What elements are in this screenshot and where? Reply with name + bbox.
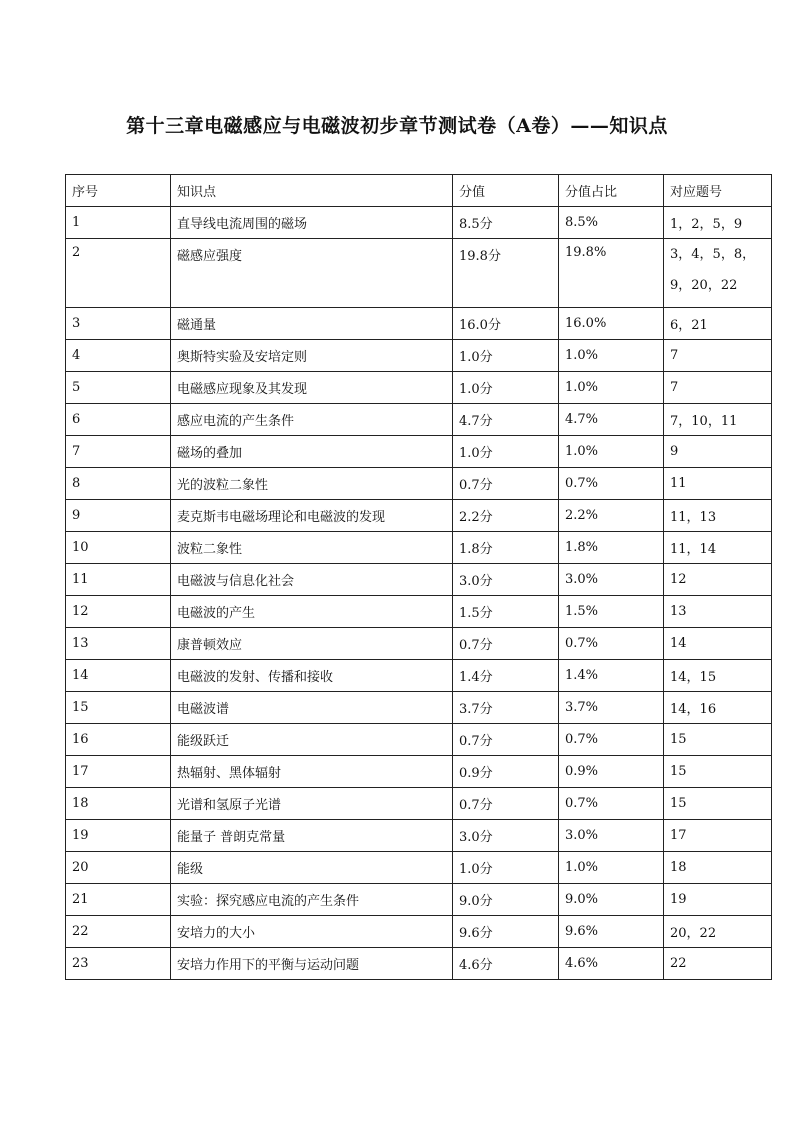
cell-ratio: 0.9% — [559, 756, 664, 788]
cell-score: 16.0分 — [453, 308, 559, 340]
header-questions: 对应题号 — [664, 175, 772, 207]
cell-score: 1.0分 — [453, 372, 559, 404]
cell-no: 8 — [66, 468, 171, 500]
cell-score: 1.0分 — [453, 340, 559, 372]
cell-questions: 7 — [664, 340, 772, 372]
table-row — [66, 948, 772, 980]
cell-ratio: 3.0% — [559, 820, 664, 852]
table-row — [66, 239, 772, 308]
cell-score: 1.0分 — [453, 852, 559, 884]
cell-ratio: 1.0% — [559, 340, 664, 372]
table-row — [66, 500, 772, 532]
cell-no: 23 — [66, 948, 171, 980]
cell-topic: 电磁波的发射、传播和接收 — [171, 660, 453, 692]
cell-score: 4.7分 — [453, 404, 559, 436]
cell-questions: 7 — [664, 372, 772, 404]
header-score: 分值 — [453, 175, 559, 207]
cell-ratio: 8.5% — [559, 207, 664, 239]
cell-ratio: 19.8% — [559, 239, 664, 308]
cell-score: 1.0分 — [453, 436, 559, 468]
cell-ratio: 3.0% — [559, 564, 664, 596]
cell-no: 20 — [66, 852, 171, 884]
cell-score: 9.0分 — [453, 884, 559, 916]
cell-no: 4 — [66, 340, 171, 372]
cell-ratio: 9.0% — [559, 884, 664, 916]
cell-no: 15 — [66, 692, 171, 724]
cell-topic: 能级跃迁 — [171, 724, 453, 756]
cell-score: 9.6分 — [453, 916, 559, 948]
cell-no: 17 — [66, 756, 171, 788]
cell-questions: 12 — [664, 564, 772, 596]
cell-questions: 20，22 — [664, 916, 772, 948]
cell-topic: 电磁感应现象及其发现 — [171, 372, 453, 404]
cell-no: 13 — [66, 628, 171, 660]
cell-ratio: 1.0% — [559, 852, 664, 884]
cell-ratio: 1.5% — [559, 596, 664, 628]
table-row — [66, 532, 772, 564]
cell-no: 3 — [66, 308, 171, 340]
cell-score: 1.5分 — [453, 596, 559, 628]
cell-no: 18 — [66, 788, 171, 820]
table-row — [66, 852, 772, 884]
cell-ratio: 1.0% — [559, 372, 664, 404]
table-row — [66, 404, 772, 436]
cell-ratio: 0.7% — [559, 788, 664, 820]
header-no: 序号 — [66, 175, 171, 207]
cell-ratio: 1.8% — [559, 532, 664, 564]
cell-questions: 15 — [664, 724, 772, 756]
header-ratio: 分值占比 — [559, 175, 664, 207]
table-row — [66, 372, 772, 404]
cell-ratio: 0.7% — [559, 724, 664, 756]
cell-questions: 11，14 — [664, 532, 772, 564]
knowledge-point-table — [65, 174, 772, 980]
table-row — [66, 628, 772, 660]
cell-topic: 热辐射、黑体辐射 — [171, 756, 453, 788]
cell-no: 7 — [66, 436, 171, 468]
table-row — [66, 207, 772, 239]
cell-score: 1.8分 — [453, 532, 559, 564]
cell-questions: 22 — [664, 948, 772, 980]
table-row — [66, 820, 772, 852]
cell-no: 9 — [66, 500, 171, 532]
cell-topic: 实验：探究感应电流的产生条件 — [171, 884, 453, 916]
table-body — [66, 207, 772, 980]
cell-ratio: 1.0% — [559, 436, 664, 468]
cell-questions: 14，16 — [664, 692, 772, 724]
cell-no: 14 — [66, 660, 171, 692]
table-row — [66, 596, 772, 628]
cell-no: 10 — [66, 532, 171, 564]
cell-questions: 1，2，5，9 — [664, 207, 772, 239]
cell-questions: 6，21 — [664, 308, 772, 340]
table-row — [66, 660, 772, 692]
cell-no: 6 — [66, 404, 171, 436]
cell-topic: 康普顿效应 — [171, 628, 453, 660]
cell-topic: 光的波粒二象性 — [171, 468, 453, 500]
cell-questions: 11 — [664, 468, 772, 500]
cell-no: 16 — [66, 724, 171, 756]
cell-topic: 感应电流的产生条件 — [171, 404, 453, 436]
cell-topic: 能量子 普朗克常量 — [171, 820, 453, 852]
table-row — [66, 468, 772, 500]
table-row — [66, 756, 772, 788]
cell-questions: 19 — [664, 884, 772, 916]
cell-questions: 18 — [664, 852, 772, 884]
cell-questions: 7，10，11 — [664, 404, 772, 436]
cell-topic: 安培力作用下的平衡与运动问题 — [171, 948, 453, 980]
cell-questions: 15 — [664, 756, 772, 788]
cell-no: 21 — [66, 884, 171, 916]
cell-score: 19.8分 — [453, 239, 559, 308]
cell-score: 4.6分 — [453, 948, 559, 980]
cell-score: 8.5分 — [453, 207, 559, 239]
cell-topic: 波粒二象性 — [171, 532, 453, 564]
cell-no: 1 — [66, 207, 171, 239]
cell-ratio: 0.7% — [559, 468, 664, 500]
table-row — [66, 884, 772, 916]
cell-ratio: 4.7% — [559, 404, 664, 436]
cell-questions: 14，15 — [664, 660, 772, 692]
cell-topic: 磁通量 — [171, 308, 453, 340]
cell-topic: 安培力的大小 — [171, 916, 453, 948]
cell-ratio: 4.6% — [559, 948, 664, 980]
cell-score: 0.7分 — [453, 468, 559, 500]
table-header-row — [66, 175, 772, 207]
cell-no: 22 — [66, 916, 171, 948]
page-title: 第十三章电磁感应与电磁波初步章节测试卷（A卷）——知识点 — [126, 115, 668, 137]
cell-topic: 磁感应强度 — [171, 239, 453, 308]
cell-ratio: 16.0% — [559, 308, 664, 340]
cell-topic: 麦克斯韦电磁场理论和电磁波的发现 — [171, 500, 453, 532]
table-row — [66, 340, 772, 372]
cell-questions: 13 — [664, 596, 772, 628]
cell-topic: 奥斯特实验及安培定则 — [171, 340, 453, 372]
table-row — [66, 724, 772, 756]
cell-topic: 磁场的叠加 — [171, 436, 453, 468]
cell-score: 0.7分 — [453, 788, 559, 820]
cell-ratio: 2.2% — [559, 500, 664, 532]
cell-ratio: 9.6% — [559, 916, 664, 948]
cell-questions: 14 — [664, 628, 772, 660]
table-row — [66, 692, 772, 724]
header-topic: 知识点 — [171, 175, 453, 207]
cell-score: 3.7分 — [453, 692, 559, 724]
cell-no: 5 — [66, 372, 171, 404]
cell-score: 0.9分 — [453, 756, 559, 788]
cell-topic: 电磁波与信息化社会 — [171, 564, 453, 596]
cell-questions: 9 — [664, 436, 772, 468]
cell-ratio: 1.4% — [559, 660, 664, 692]
table-row — [66, 436, 772, 468]
cell-score: 3.0分 — [453, 820, 559, 852]
table-row — [66, 564, 772, 596]
cell-no: 11 — [66, 564, 171, 596]
cell-no: 12 — [66, 596, 171, 628]
cell-topic: 直导线电流周围的磁场 — [171, 207, 453, 239]
cell-questions: 15 — [664, 788, 772, 820]
cell-topic: 电磁波谱 — [171, 692, 453, 724]
cell-no: 19 — [66, 820, 171, 852]
cell-questions: 11，13 — [664, 500, 772, 532]
cell-ratio: 3.7% — [559, 692, 664, 724]
cell-topic: 光谱和氢原子光谱 — [171, 788, 453, 820]
cell-score: 1.4分 — [453, 660, 559, 692]
cell-score: 0.7分 — [453, 628, 559, 660]
cell-topic: 电磁波的产生 — [171, 596, 453, 628]
cell-score: 3.0分 — [453, 564, 559, 596]
table-row — [66, 916, 772, 948]
cell-score: 0.7分 — [453, 724, 559, 756]
cell-score: 2.2分 — [453, 500, 559, 532]
cell-topic: 能级 — [171, 852, 453, 884]
cell-no: 2 — [66, 239, 171, 308]
table-row — [66, 308, 772, 340]
cell-ratio: 0.7% — [559, 628, 664, 660]
table-row — [66, 788, 772, 820]
cell-questions: 17 — [664, 820, 772, 852]
cell-questions: 3，4，5，8，9，20，22 — [664, 239, 772, 308]
